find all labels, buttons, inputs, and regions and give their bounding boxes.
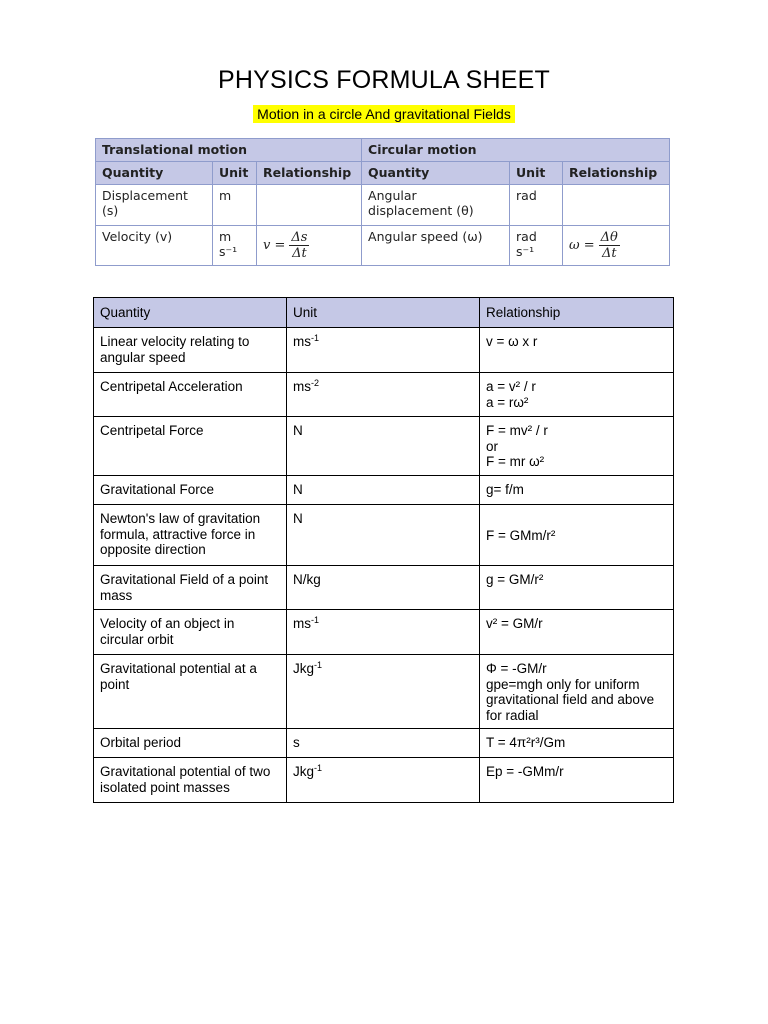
fraction: [289, 230, 309, 261]
quantity-cell: Centripetal Acceleration: [94, 373, 287, 417]
unit-base: N/kg: [293, 572, 321, 587]
unit-cell: [287, 505, 480, 566]
relationship-cell: [480, 328, 674, 373]
column-header-unit: Unit: [510, 162, 563, 185]
unit-cell: [287, 655, 480, 729]
column-header-quantity: Quantity: [362, 162, 510, 185]
formula-line: T = 4π²r³/Gm: [486, 735, 566, 750]
unit-exponent: -2: [311, 378, 320, 388]
table-row: [94, 373, 674, 417]
relationship-cell: [480, 476, 674, 505]
quantity-cell: Velocity of an object in circular orbit: [94, 610, 287, 655]
unit-exponent: -1: [311, 333, 320, 343]
relationship-cell: [480, 610, 674, 655]
formula-line: g = GM/r²: [486, 572, 544, 587]
unit-cell: [287, 610, 480, 655]
circular-motion-header: Circular motion: [362, 139, 670, 162]
relationship-cell: [480, 505, 674, 566]
relationship-cell: [480, 729, 674, 758]
unit-exponent: -1: [314, 763, 323, 773]
table-row: [96, 226, 670, 266]
page-title: PHYSICS FORMULA SHEET: [217, 66, 551, 94]
fraction: [599, 230, 620, 261]
table-row: [94, 655, 674, 729]
quantity-cell: Angular speed (ω): [362, 226, 510, 266]
quantity-cell: Gravitational potential at a point: [94, 655, 287, 729]
formula-line: Φ = -GM/r: [486, 661, 547, 676]
quantity-line: Angular: [368, 188, 417, 203]
column-header-relationship: Relationship: [480, 298, 674, 328]
unit-cell: [287, 729, 480, 758]
formula-line: F = mr ω²: [486, 454, 545, 469]
relationship-cell: [563, 226, 670, 266]
unit-cell: [287, 566, 480, 610]
formula-line: Ep = -GMm/r: [486, 764, 564, 779]
unit-base: N: [293, 482, 303, 497]
unit-cell: [287, 758, 480, 803]
formula-line: a = rω²: [486, 394, 529, 410]
relationship-cell: [480, 758, 674, 803]
fraction-numerator: Δs: [291, 230, 308, 245]
fraction-numerator: Δθ: [600, 230, 618, 245]
quantity-line: displacement (θ): [368, 203, 474, 218]
column-header-quantity: Quantity: [94, 298, 287, 328]
unit-cell: [287, 417, 480, 476]
unit-base: N: [293, 423, 303, 438]
unit-cell: m s⁻¹: [213, 226, 257, 266]
table-group-header-row: [96, 139, 670, 162]
formula-line: g= f/m: [486, 482, 524, 497]
unit-exponent: -1: [314, 660, 323, 670]
quantity-cell: Displacement (s): [96, 185, 213, 226]
relationship-cell: [480, 373, 674, 417]
unit-base: N: [293, 511, 303, 526]
table-header-row: [94, 298, 674, 328]
unit-base: ms: [293, 616, 311, 631]
equation-lhs: ω =: [569, 238, 595, 253]
unit-exponent: -1: [311, 615, 320, 625]
unit-base: Jkg: [293, 764, 315, 779]
unit-base: ms: [293, 334, 311, 349]
table-row: [94, 417, 674, 476]
unit-cell: [287, 328, 480, 373]
quantity-cell: Linear velocity relating to angular speed: [94, 328, 287, 373]
unit-cell: m: [213, 185, 257, 226]
unit-base: ms: [293, 379, 311, 394]
table-row: [96, 185, 670, 226]
relationship-cell: [480, 655, 674, 729]
formula-line: a = v² / r: [486, 379, 536, 394]
column-header-relationship: Relationship: [257, 162, 362, 185]
table-row: [94, 566, 674, 610]
formula-line: or: [486, 438, 499, 454]
relationship-cell: [480, 566, 674, 610]
formula-line: gpe=mgh only for uniform gravitational field and above for radial: [486, 676, 655, 723]
quantity-cell: Orbital period: [94, 729, 287, 758]
translational-motion-header: Translational motion: [96, 139, 362, 162]
table-row: [94, 505, 674, 566]
column-header-unit: Unit: [287, 298, 480, 328]
unit-cell: [287, 373, 480, 417]
table-header-row: [96, 162, 670, 185]
unit-cell: rad: [510, 185, 563, 226]
quantity-cell: [362, 185, 510, 226]
unit-cell: [287, 476, 480, 505]
unit-cell: rad s⁻¹: [510, 226, 563, 266]
relationship-cell: [563, 185, 670, 226]
relationship-cell: [257, 185, 362, 226]
fraction-denominator: Δt: [292, 246, 307, 261]
table-row: [94, 610, 674, 655]
quantity-cell: Centripetal Force: [94, 417, 287, 476]
column-header-relationship: Relationship: [563, 162, 670, 185]
fraction-denominator: Δt: [601, 246, 617, 261]
column-header-quantity: Quantity: [96, 162, 213, 185]
relationship-cell: [257, 226, 362, 266]
quantity-cell: Gravitational Force: [94, 476, 287, 505]
relationship-cell: [480, 417, 674, 476]
unit-base: Jkg: [293, 661, 315, 676]
subtitle-container: [0, 106, 768, 124]
highlighted-subtitle: Motion in a circle And gravitational Fields: [253, 105, 515, 123]
formula-table: [93, 297, 674, 803]
formula-line: F = mv² / r: [486, 423, 548, 438]
unit-base: s: [293, 735, 300, 750]
quantity-cell: Newton's law of gravitation formula, attractive force in opposite direction: [94, 505, 287, 566]
motion-comparison-table: [95, 138, 670, 266]
table-row: [94, 476, 674, 505]
formula-line: v² = GM/r: [486, 616, 543, 631]
quantity-cell: Gravitational potential of two isolated point masses: [94, 758, 287, 803]
table-row: [94, 729, 674, 758]
table-row: [94, 328, 674, 373]
column-header-unit: Unit: [213, 162, 257, 185]
quantity-cell: Gravitational Field of a point mass: [94, 566, 287, 610]
formula-line: v = ω x r: [486, 334, 538, 349]
formula-line: F = GMm/r²: [486, 527, 556, 543]
table-row: [94, 758, 674, 803]
quantity-cell: Velocity (v): [96, 226, 213, 266]
equation-lhs: v =: [263, 238, 286, 253]
